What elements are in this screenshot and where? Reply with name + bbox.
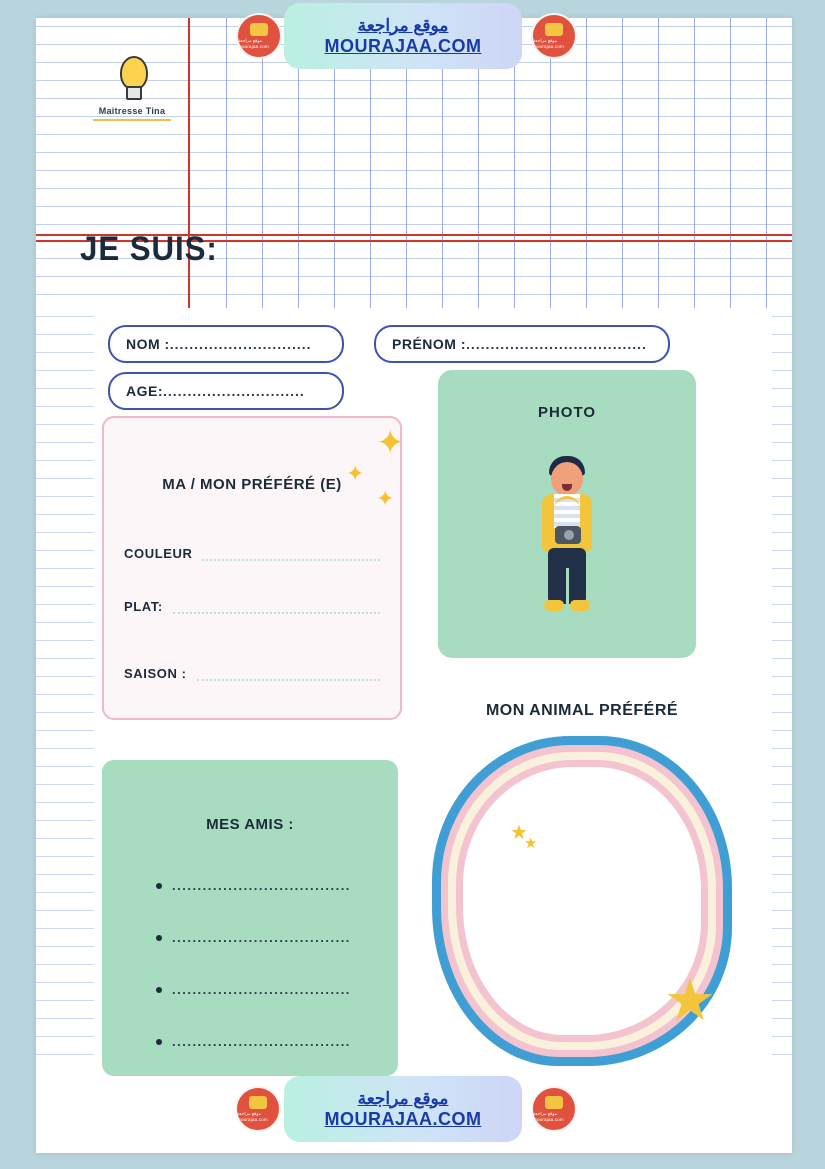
- star-icon: ✦: [346, 461, 365, 486]
- preference-label: PLAT:: [124, 599, 163, 614]
- field-prenom-label: PRÉNOM :: [392, 336, 466, 352]
- animal-section-title: MON ANIMAL PRÉFÉRÉ: [485, 702, 679, 719]
- badge-caption: موقع مراجعة mourajaa.com: [237, 1111, 268, 1122]
- photo-card[interactable]: [438, 370, 696, 658]
- star-icon: ★: [510, 822, 528, 844]
- watermark-badge-icon: [236, 13, 282, 59]
- photo-title: PHOTO: [537, 404, 597, 421]
- preference-label: COULEUR: [124, 546, 193, 561]
- field-age-dots: .............................: [163, 383, 305, 399]
- watermark-arabic-text: موقع مراجعة: [357, 15, 449, 35]
- lightbulb-icon: [115, 56, 149, 102]
- preference-label: SAISON :: [124, 666, 187, 681]
- list-item[interactable]: ...................................: [172, 982, 392, 1034]
- star-icon: ★: [524, 835, 538, 852]
- watermark-banner-top[interactable]: [284, 3, 522, 69]
- watermark-banner-bottom[interactable]: [284, 1076, 522, 1142]
- watermark-site-url: MOURAJAA.COM: [324, 35, 482, 56]
- preferences-title: MA / MON PRÉFÉRÉ (E): [162, 476, 342, 493]
- field-prenom[interactable]: [374, 325, 670, 363]
- logo: [84, 56, 180, 134]
- field-age-label: AGE:: [126, 383, 163, 399]
- watermark-badge-icon: [531, 1086, 577, 1132]
- preference-row-couleur[interactable]: [124, 546, 380, 561]
- field-nom[interactable]: [108, 325, 344, 363]
- list-item[interactable]: ...................................: [172, 878, 392, 930]
- friends-card: [102, 760, 398, 1076]
- field-nom-label: NOM :: [126, 336, 170, 352]
- preference-row-saison[interactable]: [124, 666, 380, 681]
- watermark-arabic-text: موقع مراجعة: [357, 1088, 449, 1108]
- badge-caption: موقع مراجعة mourajaa.com: [533, 38, 564, 49]
- star-icon: ✦: [376, 424, 405, 462]
- star-icon: ★: [664, 968, 716, 1033]
- logo-brand: Maitresse Tina: [98, 106, 166, 116]
- preference-writing-line[interactable]: [202, 547, 380, 561]
- watermark-badge-icon: [235, 1086, 281, 1132]
- watermark-site-url: MOURAJAA.COM: [324, 1108, 482, 1129]
- field-age[interactable]: [108, 372, 344, 410]
- preference-row-plat[interactable]: [124, 599, 380, 614]
- field-prenom-dots: .....................................: [466, 336, 647, 352]
- star-icon: ✦: [376, 486, 395, 511]
- friends-list: [172, 878, 392, 1086]
- worksheet-page: [36, 15, 792, 1153]
- watermark-badge-icon: [531, 13, 577, 59]
- boy-with-camera-illustration: [524, 448, 610, 624]
- field-nom-dots: .............................: [169, 336, 312, 352]
- friends-title: MES AMIS :: [206, 816, 294, 833]
- animal-drawing-frame[interactable]: [432, 736, 732, 1066]
- list-item[interactable]: ...................................: [172, 1034, 392, 1086]
- preference-writing-line[interactable]: [197, 667, 380, 681]
- page-title: JE SUIS:: [80, 230, 218, 268]
- badge-caption: موقع مراجعة mourajaa.com: [238, 38, 269, 49]
- preference-writing-line[interactable]: [173, 600, 380, 614]
- badge-caption: موقع مراجعة mourajaa.com: [533, 1111, 564, 1122]
- list-item[interactable]: ...................................: [172, 930, 392, 982]
